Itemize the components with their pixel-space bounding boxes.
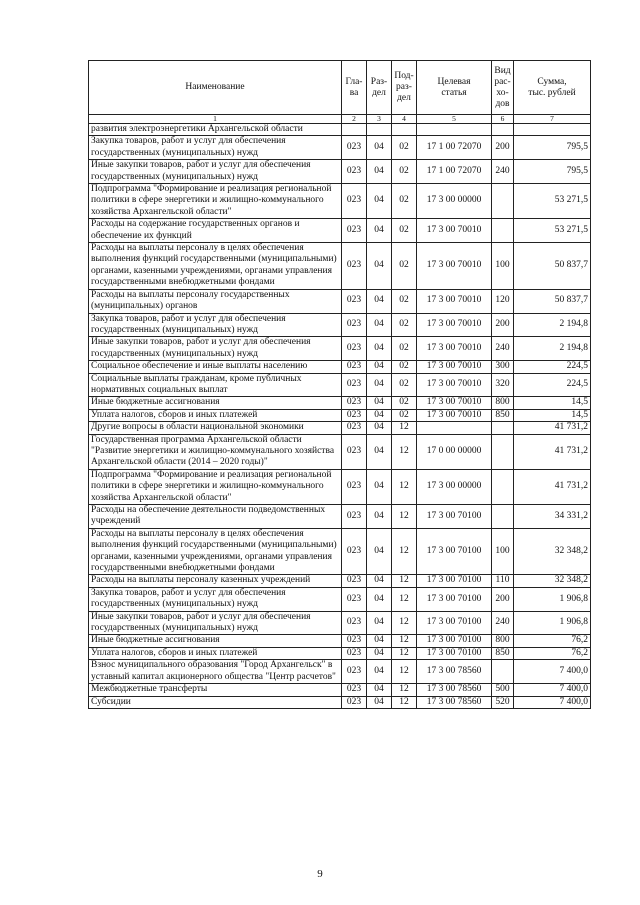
row-vid-cell: 520	[492, 696, 514, 708]
row-target-cell: 17 3 00 70100	[417, 635, 492, 647]
row-name-cell: Иные закупки товаров, работ и услуг для обеспечения государственных (муниципальных) нужд	[89, 337, 342, 361]
row-target-cell: 17 3 00 70010	[417, 397, 492, 409]
header-glava: Гла- ва	[342, 61, 367, 115]
row-vid-cell: 200	[492, 136, 514, 160]
row-target-cell: 17 3 00 70010	[417, 313, 492, 337]
row-name-cell: Иные бюджетные ассигнования	[89, 635, 342, 647]
header-name: Наименование	[89, 61, 342, 115]
row-sum-cell: 53 271,5	[514, 219, 591, 243]
row-podrazdel-cell: 12	[392, 575, 417, 587]
row-target-cell: 17 3 00 70010	[417, 289, 492, 313]
row-podrazdel-cell: 12	[392, 422, 417, 434]
row-target-cell	[417, 422, 492, 434]
row-glava-cell: 023	[342, 660, 367, 684]
row-razdel-cell: 04	[367, 647, 392, 659]
row-name-cell: Другие вопросы в области национальной экономики	[89, 422, 342, 434]
row-podrazdel-cell: 12	[392, 505, 417, 529]
row-glava-cell: 023	[342, 397, 367, 409]
row-podrazdel-cell: 02	[392, 289, 417, 313]
row-name-cell: Взнос муниципального образования "Город Архангельск" в уставный капитал акционерного общества "Центр расчетов"	[89, 660, 342, 684]
row-sum-cell: 224,5	[514, 373, 591, 397]
row-target-cell: 17 3 00 78560	[417, 684, 492, 696]
row-sum-cell: 7 400,0	[514, 660, 591, 684]
column-number: 5	[417, 115, 492, 124]
row-glava-cell: 023	[342, 409, 367, 421]
table-row	[89, 124, 591, 136]
row-glava-cell: 023	[342, 434, 367, 469]
row-glava-cell: 023	[342, 373, 367, 397]
table-row	[89, 337, 591, 361]
row-target-cell: 17 3 00 70100	[417, 587, 492, 611]
row-target-cell: 17 0 00 00000	[417, 434, 492, 469]
row-target-cell: 17 1 00 72070	[417, 160, 492, 184]
row-podrazdel-cell: 02	[392, 409, 417, 421]
table-body	[89, 124, 591, 709]
row-podrazdel-cell: 02	[392, 397, 417, 409]
row-vid-cell: 200	[492, 313, 514, 337]
row-vid-cell: 100	[492, 243, 514, 290]
row-razdel-cell: 04	[367, 528, 392, 575]
row-sum-cell: 2 194,8	[514, 313, 591, 337]
row-razdel-cell: 04	[367, 434, 392, 469]
row-podrazdel-cell: 12	[392, 611, 417, 635]
table-row	[89, 434, 591, 469]
header-target: Целевая статья	[417, 61, 492, 115]
row-razdel-cell: 04	[367, 469, 392, 504]
row-glava-cell: 023	[342, 575, 367, 587]
row-razdel-cell: 04	[367, 313, 392, 337]
table-row	[89, 505, 591, 529]
header-razdel: Раз- дел	[367, 61, 392, 115]
column-number: 7	[514, 115, 591, 124]
row-vid-cell: 300	[492, 361, 514, 373]
row-vid-cell: 240	[492, 160, 514, 184]
row-razdel-cell: 04	[367, 289, 392, 313]
table-row	[89, 409, 591, 421]
table-row	[89, 397, 591, 409]
row-glava-cell: 023	[342, 684, 367, 696]
table-row	[89, 373, 591, 397]
row-razdel-cell	[367, 124, 392, 136]
table-row	[89, 660, 591, 684]
row-podrazdel-cell: 02	[392, 136, 417, 160]
row-name-cell: Социальные выплаты гражданам, кроме публичных нормативных социальных выплат	[89, 373, 342, 397]
row-target-cell: 17 3 00 00000	[417, 184, 492, 219]
row-sum-cell: 41 731,2	[514, 434, 591, 469]
row-glava-cell: 023	[342, 528, 367, 575]
column-number: 4	[392, 115, 417, 124]
row-podrazdel-cell: 12	[392, 469, 417, 504]
row-podrazdel-cell: 12	[392, 696, 417, 708]
row-razdel-cell: 04	[367, 184, 392, 219]
row-name-cell: Расходы на выплаты персоналу казенных учреждений	[89, 575, 342, 587]
row-sum-cell: 795,5	[514, 136, 591, 160]
table-row	[89, 587, 591, 611]
row-razdel-cell: 04	[367, 337, 392, 361]
table-row	[89, 611, 591, 635]
row-razdel-cell: 04	[367, 635, 392, 647]
row-podrazdel-cell: 12	[392, 528, 417, 575]
row-glava-cell: 023	[342, 243, 367, 290]
table-row	[89, 684, 591, 696]
row-target-cell: 17 3 00 70100	[417, 647, 492, 659]
row-podrazdel-cell: 12	[392, 635, 417, 647]
row-name-cell: Закупка товаров, работ и услуг для обеспечения государственных (муниципальных) нужд	[89, 587, 342, 611]
row-sum-cell: 1 906,8	[514, 611, 591, 635]
row-sum-cell: 14,5	[514, 409, 591, 421]
table-row	[89, 184, 591, 219]
row-sum-cell: 2 194,8	[514, 337, 591, 361]
row-name-cell: Расходы на выплаты персоналу в целях обеспечения выполнения функций государственными (муниципальными) органами, казенными учреждениями, органами управления государственными внебюджетными фондами	[89, 243, 342, 290]
row-glava-cell: 023	[342, 313, 367, 337]
row-sum-cell	[514, 124, 591, 136]
row-target-cell: 17 3 00 70010	[417, 219, 492, 243]
row-podrazdel-cell: 12	[392, 660, 417, 684]
row-podrazdel-cell: 02	[392, 219, 417, 243]
row-glava-cell: 023	[342, 422, 367, 434]
row-target-cell: 17 3 00 00000	[417, 469, 492, 504]
row-glava-cell: 023	[342, 469, 367, 504]
row-vid-cell	[492, 660, 514, 684]
row-name-cell: Расходы на содержание государственных органов и обеспечение их функций	[89, 219, 342, 243]
row-glava-cell: 023	[342, 361, 367, 373]
row-vid-cell	[492, 469, 514, 504]
row-glava-cell: 023	[342, 635, 367, 647]
row-razdel-cell: 04	[367, 409, 392, 421]
row-sum-cell: 7 400,0	[514, 696, 591, 708]
table-row	[89, 289, 591, 313]
table-row	[89, 647, 591, 659]
row-razdel-cell: 04	[367, 219, 392, 243]
row-glava-cell: 023	[342, 696, 367, 708]
row-podrazdel-cell: 02	[392, 313, 417, 337]
budget-table	[88, 60, 591, 709]
row-name-cell: Расходы на выплаты персоналу государственных (муниципальных) органов	[89, 289, 342, 313]
row-sum-cell: 32 348,2	[514, 528, 591, 575]
row-sum-cell: 1 906,8	[514, 587, 591, 611]
row-vid-cell	[492, 434, 514, 469]
row-podrazdel-cell: 12	[392, 684, 417, 696]
row-podrazdel-cell: 02	[392, 184, 417, 219]
row-podrazdel-cell: 02	[392, 373, 417, 397]
row-glava-cell: 023	[342, 611, 367, 635]
row-target-cell: 17 3 00 70100	[417, 528, 492, 575]
row-vid-cell: 120	[492, 289, 514, 313]
row-podrazdel-cell	[392, 124, 417, 136]
row-sum-cell: 53 271,5	[514, 184, 591, 219]
table-row	[89, 635, 591, 647]
row-podrazdel-cell: 12	[392, 434, 417, 469]
table-row	[89, 243, 591, 290]
row-razdel-cell: 04	[367, 397, 392, 409]
row-glava-cell: 023	[342, 647, 367, 659]
row-razdel-cell: 04	[367, 136, 392, 160]
row-vid-cell: 320	[492, 373, 514, 397]
row-razdel-cell: 04	[367, 575, 392, 587]
row-name-cell: Подпрограмма "Формирование и реализация региональной политики в сфере энергетики и жилищно-коммунального хозяйства Архангельской области"	[89, 469, 342, 504]
column-number: 6	[492, 115, 514, 124]
header-sum: Сумма, тыс. рублей	[514, 61, 591, 115]
row-razdel-cell: 04	[367, 587, 392, 611]
row-sum-cell: 50 837,7	[514, 289, 591, 313]
row-vid-cell: 800	[492, 635, 514, 647]
row-razdel-cell: 04	[367, 243, 392, 290]
column-number: 3	[367, 115, 392, 124]
table-row	[89, 469, 591, 504]
table-row	[89, 575, 591, 587]
row-razdel-cell: 04	[367, 160, 392, 184]
page-number: 9	[317, 868, 323, 880]
row-glava-cell	[342, 124, 367, 136]
row-name-cell: Межбюджетные трансферты	[89, 684, 342, 696]
row-target-cell: 17 3 00 70010	[417, 373, 492, 397]
row-razdel-cell: 04	[367, 696, 392, 708]
row-vid-cell	[492, 124, 514, 136]
row-razdel-cell: 04	[367, 373, 392, 397]
row-glava-cell: 023	[342, 505, 367, 529]
row-vid-cell: 800	[492, 397, 514, 409]
row-podrazdel-cell: 12	[392, 587, 417, 611]
row-target-cell: 17 3 00 70100	[417, 611, 492, 635]
row-name-cell: Иные бюджетные ассигнования	[89, 397, 342, 409]
row-name-cell: Подпрограмма "Формирование и реализация региональной политики в сфере энергетики и жилищно-коммунального хозяйства Архангельской области"	[89, 184, 342, 219]
row-sum-cell: 32 348,2	[514, 575, 591, 587]
row-name-cell: Закупка товаров, работ и услуг для обеспечения государственных (муниципальных) нужд	[89, 313, 342, 337]
row-name-cell: Иные закупки товаров, работ и услуг для обеспечения государственных (муниципальных) нужд	[89, 160, 342, 184]
row-target-cell: 17 3 00 70100	[417, 505, 492, 529]
row-vid-cell	[492, 422, 514, 434]
row-name-cell: Иные закупки товаров, работ и услуг для обеспечения государственных (муниципальных) нужд	[89, 611, 342, 635]
table-row	[89, 696, 591, 708]
header-vid: Вид рас- хо- дов	[492, 61, 514, 115]
row-razdel-cell: 04	[367, 611, 392, 635]
row-target-cell	[417, 124, 492, 136]
table-row	[89, 160, 591, 184]
row-glava-cell: 023	[342, 587, 367, 611]
row-podrazdel-cell: 02	[392, 160, 417, 184]
row-target-cell: 17 3 00 78560	[417, 696, 492, 708]
row-vid-cell: 200	[492, 587, 514, 611]
row-target-cell: 17 1 00 72070	[417, 136, 492, 160]
row-sum-cell: 41 731,2	[514, 422, 591, 434]
row-name-cell: Уплата налогов, сборов и иных платежей	[89, 647, 342, 659]
row-name-cell: Социальное обеспечение и иные выплаты населению	[89, 361, 342, 373]
row-target-cell: 17 3 00 70010	[417, 243, 492, 290]
table-row	[89, 136, 591, 160]
row-glava-cell: 023	[342, 160, 367, 184]
table-row	[89, 313, 591, 337]
row-vid-cell: 240	[492, 611, 514, 635]
column-number-row	[89, 115, 591, 124]
row-vid-cell: 240	[492, 337, 514, 361]
row-target-cell: 17 3 00 70010	[417, 337, 492, 361]
row-vid-cell	[492, 184, 514, 219]
row-podrazdel-cell: 02	[392, 361, 417, 373]
row-glava-cell: 023	[342, 136, 367, 160]
row-razdel-cell: 04	[367, 422, 392, 434]
row-podrazdel-cell: 12	[392, 647, 417, 659]
row-target-cell: 17 3 00 70100	[417, 575, 492, 587]
row-glava-cell: 023	[342, 184, 367, 219]
row-sum-cell: 224,5	[514, 361, 591, 373]
row-sum-cell: 41 731,2	[514, 469, 591, 504]
row-target-cell: 17 3 00 70010	[417, 409, 492, 421]
row-target-cell: 17 3 00 70010	[417, 361, 492, 373]
row-podrazdel-cell: 02	[392, 337, 417, 361]
table-row	[89, 528, 591, 575]
column-number: 1	[89, 115, 342, 124]
row-name-cell: развития электроэнергетики Архангельской области	[89, 124, 342, 136]
table-header-row	[89, 61, 591, 115]
row-vid-cell: 850	[492, 409, 514, 421]
row-sum-cell: 14,5	[514, 397, 591, 409]
row-vid-cell: 850	[492, 647, 514, 659]
row-glava-cell: 023	[342, 337, 367, 361]
row-razdel-cell: 04	[367, 684, 392, 696]
row-razdel-cell: 04	[367, 660, 392, 684]
row-target-cell: 17 3 00 78560	[417, 660, 492, 684]
row-sum-cell: 34 331,2	[514, 505, 591, 529]
row-name-cell: Субсидии	[89, 696, 342, 708]
row-name-cell: Государственная программа Архангельской области "Развитие энергетики и жилищно-коммунального хозяйства Архангельской области (2014 – 2020 годы)"	[89, 434, 342, 469]
row-razdel-cell: 04	[367, 361, 392, 373]
row-name-cell: Расходы на обеспечение деятельности подведомственных учреждений	[89, 505, 342, 529]
row-vid-cell	[492, 219, 514, 243]
row-sum-cell: 50 837,7	[514, 243, 591, 290]
row-vid-cell: 500	[492, 684, 514, 696]
row-vid-cell	[492, 505, 514, 529]
row-name-cell: Уплата налогов, сборов и иных платежей	[89, 409, 342, 421]
table-row	[89, 422, 591, 434]
row-glava-cell: 023	[342, 289, 367, 313]
row-sum-cell: 795,5	[514, 160, 591, 184]
header-podrazdel: Под- раз- дел	[392, 61, 417, 115]
column-number: 2	[342, 115, 367, 124]
row-glava-cell: 023	[342, 219, 367, 243]
row-name-cell: Закупка товаров, работ и услуг для обеспечения государственных (муниципальных) нужд	[89, 136, 342, 160]
row-razdel-cell: 04	[367, 505, 392, 529]
row-sum-cell: 76,2	[514, 647, 591, 659]
row-vid-cell: 110	[492, 575, 514, 587]
row-sum-cell: 76,2	[514, 635, 591, 647]
row-name-cell: Расходы на выплаты персоналу в целях обеспечения выполнения функций государственными (муниципальными) органами, казенными учреждениями, органами управления государственными внебюджетными фондами	[89, 528, 342, 575]
row-sum-cell: 7 400,0	[514, 684, 591, 696]
table-row	[89, 361, 591, 373]
row-vid-cell: 100	[492, 528, 514, 575]
table-row	[89, 219, 591, 243]
row-podrazdel-cell: 02	[392, 243, 417, 290]
